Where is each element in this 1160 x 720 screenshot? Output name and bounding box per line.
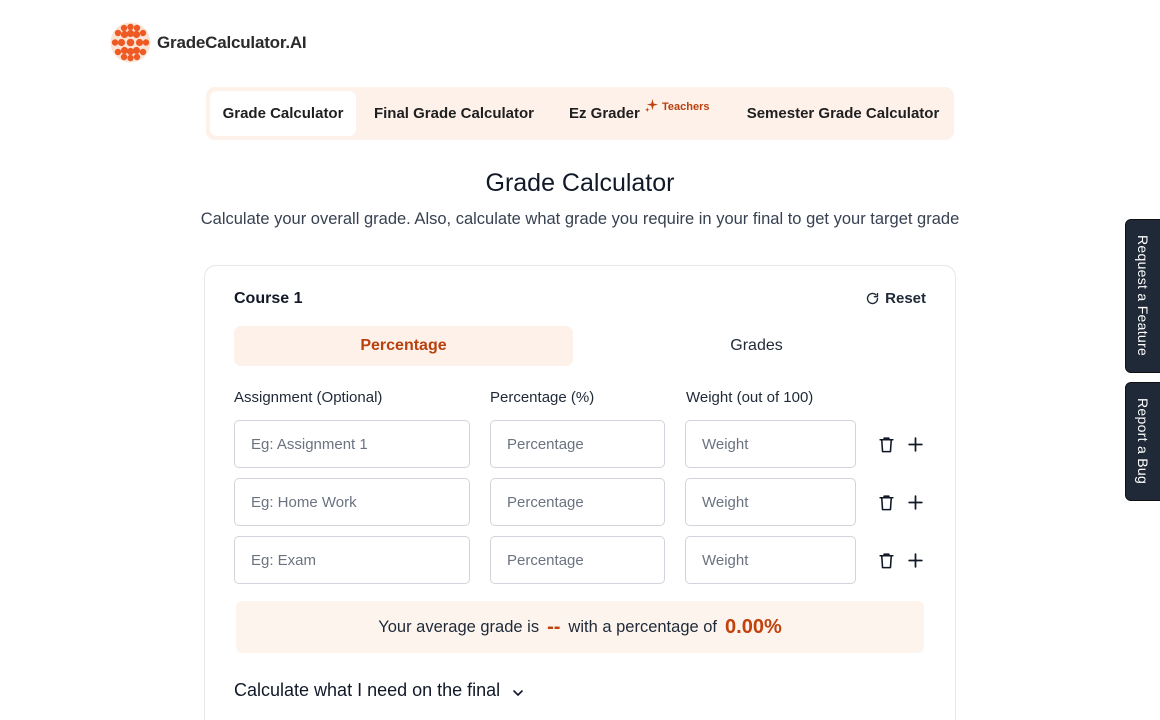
trash-icon	[877, 435, 896, 454]
calculator-nav	[206, 87, 954, 140]
mode-label: Percentage	[360, 337, 447, 354]
request-feature-tab[interactable]	[1125, 219, 1160, 373]
course-name: Course 1	[234, 290, 303, 307]
percentage-input[interactable]	[490, 478, 665, 526]
brand-logo[interactable]	[110, 22, 306, 63]
percentage-input[interactable]	[490, 536, 665, 584]
tab-label: Grade Calculator	[222, 105, 344, 122]
mode-label: Grades	[730, 337, 783, 354]
assignment-input[interactable]	[234, 478, 470, 526]
assignment-input[interactable]	[234, 420, 470, 468]
plus-icon	[906, 435, 925, 454]
assignment-column-label: Assignment (Optional)	[234, 389, 383, 406]
brand-name: GradeCalculator.AI	[157, 32, 307, 52]
percentage-input[interactable]	[490, 420, 665, 468]
mode-percentage-toggle[interactable]	[234, 326, 573, 366]
weight-column-label: Weight (out of 100)	[686, 389, 814, 406]
mode-grades-toggle[interactable]	[587, 326, 926, 366]
delete-row-button[interactable]	[876, 434, 896, 454]
tab-label: Semester Grade Calculator	[746, 105, 940, 122]
course-card	[204, 265, 956, 720]
average-percentage-value: 0.00%	[725, 615, 782, 638]
percentage-column-label: Percentage (%)	[490, 389, 595, 406]
report-bug-label: Report a Bug	[1135, 398, 1151, 485]
tab-label: Final Grade Calculator	[373, 105, 535, 122]
final-toggle-label: Calculate what I need on the final	[234, 680, 501, 700]
refresh-icon	[865, 291, 880, 306]
result-middle: with a percentage of	[568, 617, 718, 636]
result-banner	[236, 601, 924, 653]
assignment-input[interactable]	[234, 536, 470, 584]
page-title: Grade Calculator	[485, 169, 675, 197]
tab-semester-grade-calculator[interactable]	[742, 91, 944, 136]
reset-label: Reset	[885, 290, 926, 307]
trash-icon	[877, 493, 896, 512]
reset-button[interactable]	[865, 290, 926, 307]
request-feature-label: Request a Feature	[1135, 235, 1151, 357]
tab-label: Ez Grader	[569, 105, 640, 122]
plus-icon	[906, 551, 925, 570]
delete-row-button[interactable]	[876, 550, 896, 570]
average-grade-value: --	[547, 615, 561, 638]
tab-final-grade-calculator[interactable]	[366, 91, 542, 136]
weight-input[interactable]	[685, 478, 856, 526]
sparkle-icon	[644, 98, 659, 113]
chevron-down-icon	[510, 685, 526, 701]
tab-grade-calculator[interactable]	[210, 91, 356, 136]
teachers-badge: Teachers	[662, 101, 710, 113]
result-prefix: Your average grade is	[378, 617, 540, 636]
add-row-button[interactable]	[905, 434, 925, 454]
tab-ez-grader[interactable]	[556, 91, 726, 136]
page-subtitle: Calculate your overall grade. Also, calculate what grade you require in your final to get your target grade	[200, 210, 960, 228]
report-bug-tab[interactable]	[1125, 382, 1160, 501]
plus-icon	[906, 493, 925, 512]
trash-icon	[877, 551, 896, 570]
final-calculator-toggle[interactable]	[234, 680, 526, 701]
add-row-button[interactable]	[905, 492, 925, 512]
add-row-button[interactable]	[905, 550, 925, 570]
weight-input[interactable]	[685, 536, 856, 584]
logo-mark-icon	[110, 22, 151, 63]
weight-input[interactable]	[685, 420, 856, 468]
delete-row-button[interactable]	[876, 492, 896, 512]
